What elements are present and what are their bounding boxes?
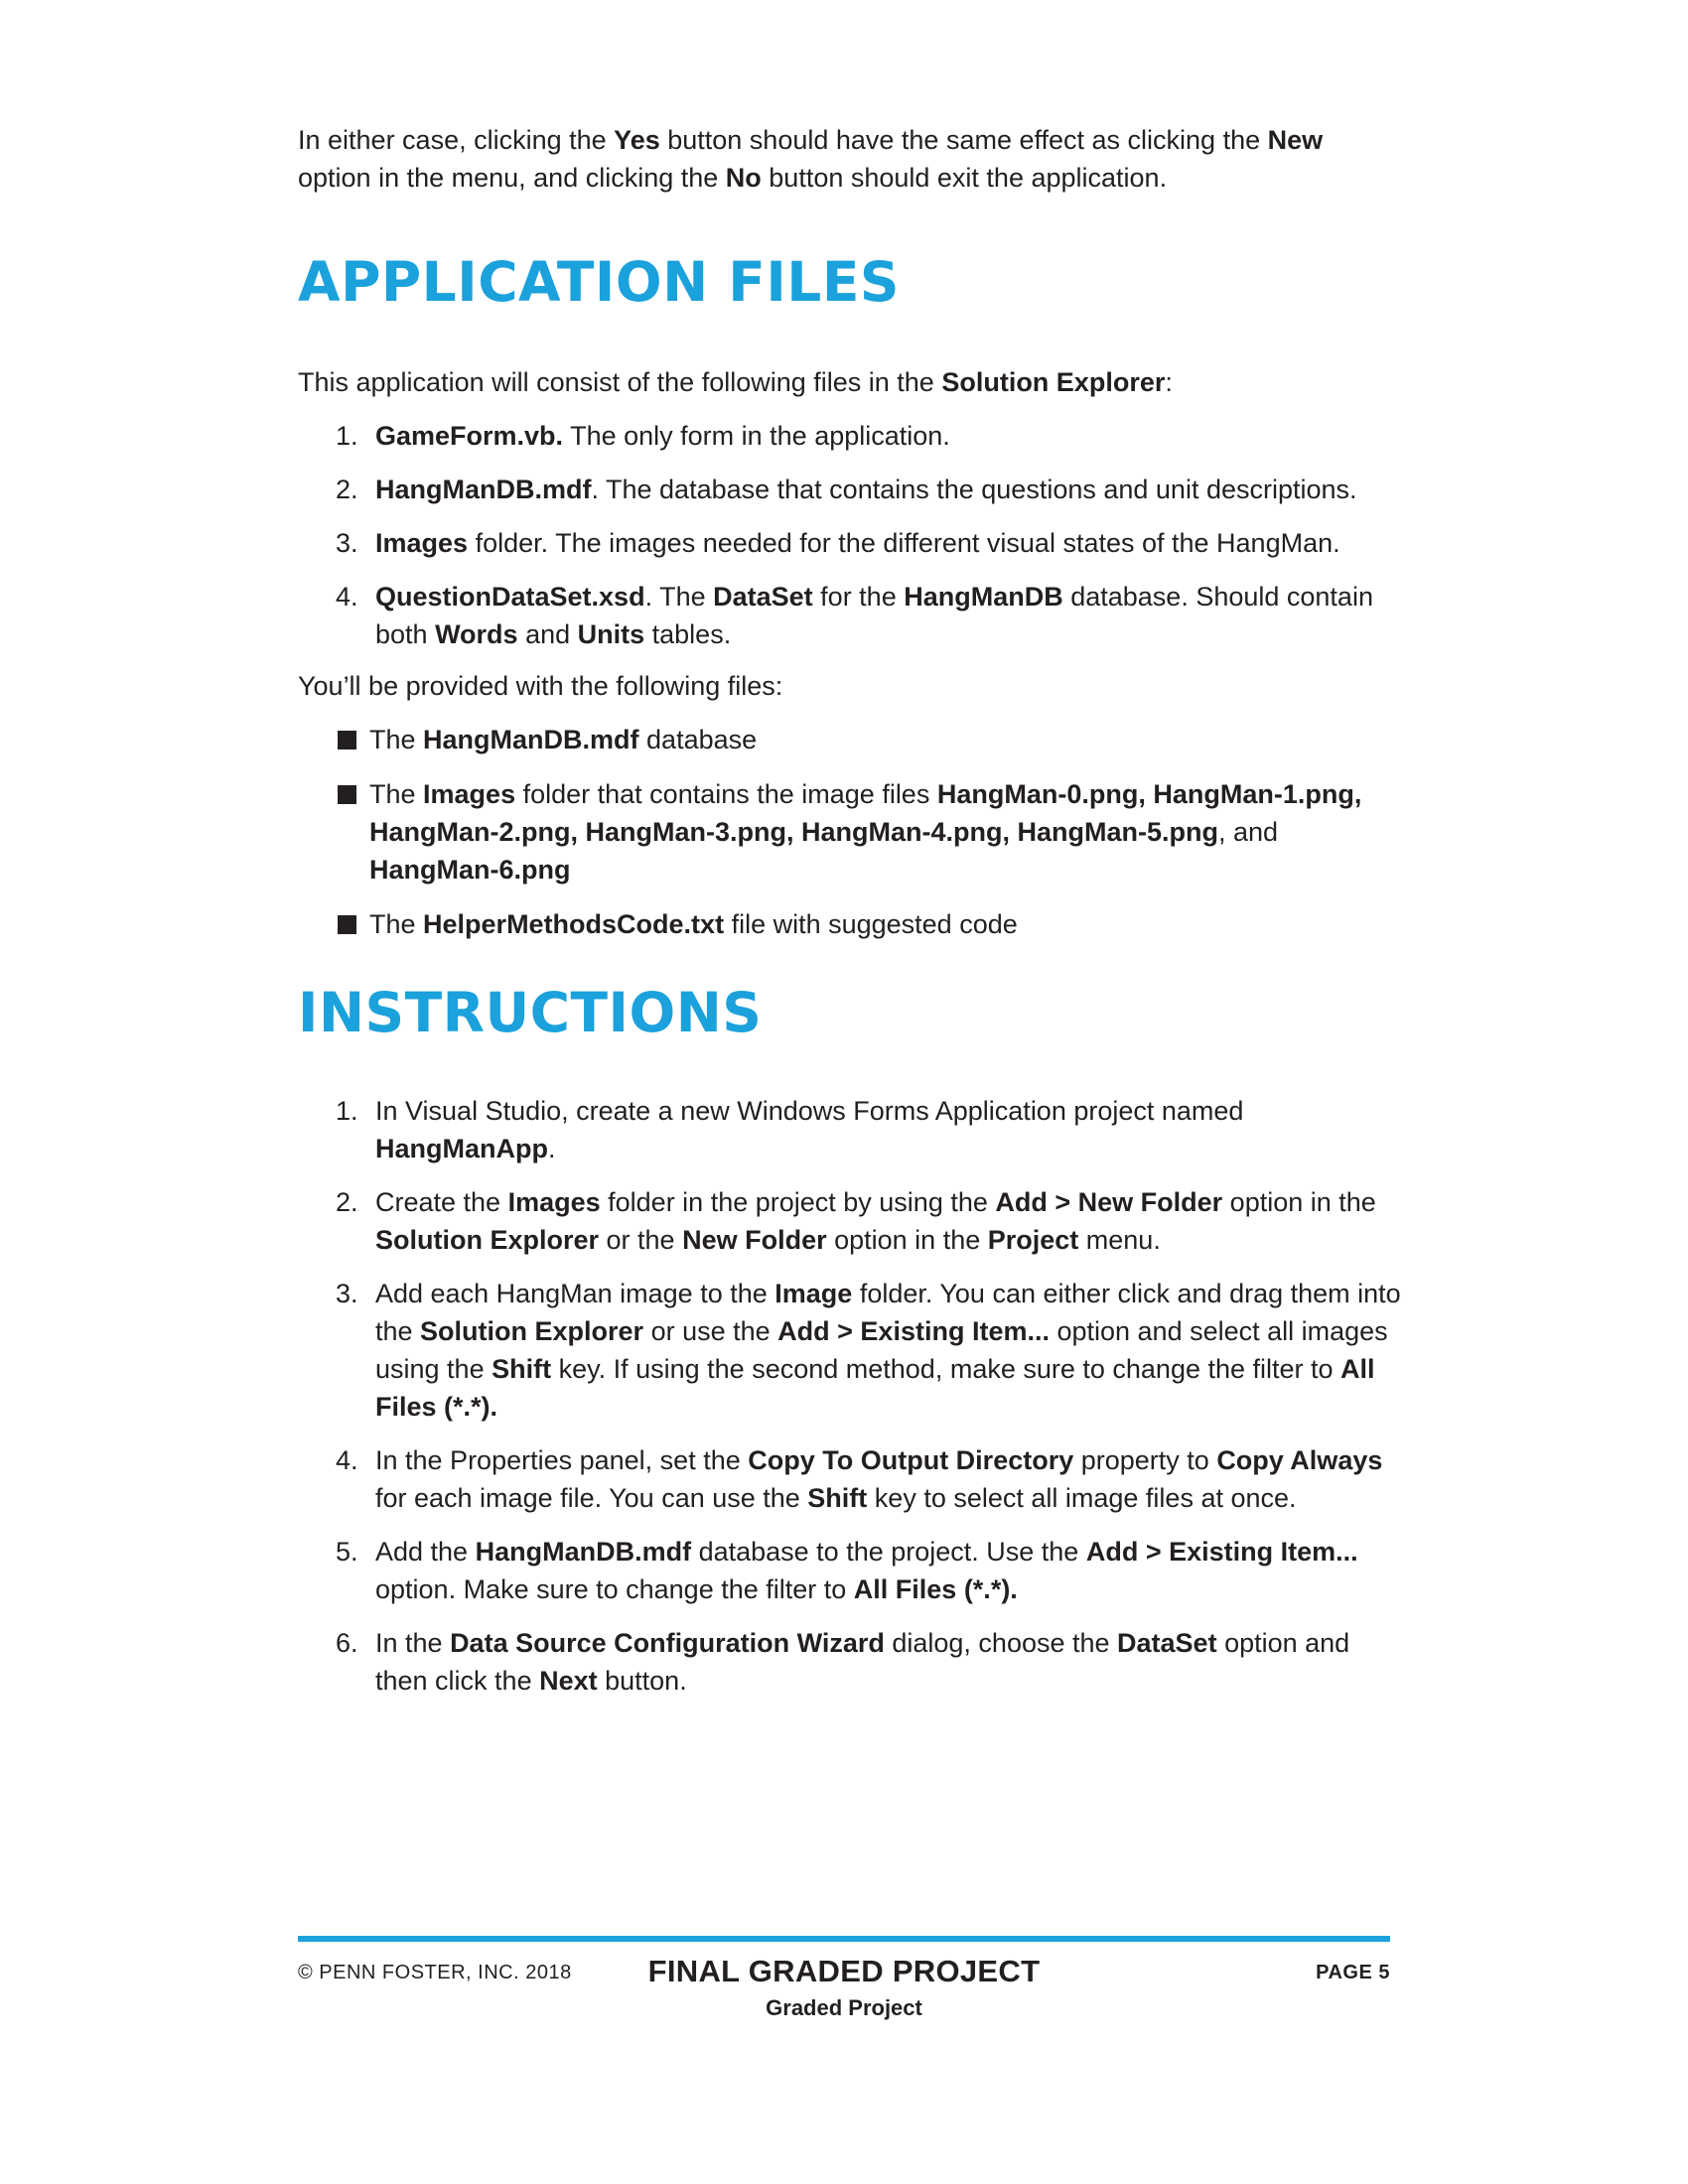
list-item: 3. Images folder. The images needed for the different visual states of the HangMan.: [336, 528, 1340, 558]
provided-files-lead: You’ll be provided with the following files:: [298, 671, 783, 701]
footer-title: FINAL GRADED PROJECT: [647, 1954, 1041, 1988]
application-files-list: [298, 417, 1402, 653]
square-bullet-icon: [338, 731, 356, 750]
application-files-lead: This application will consist of the following files in the Solution Explorer:: [298, 367, 1173, 397]
provided-files-list: [298, 721, 1402, 943]
list-item: The Images folder that contains the image files HangMan-0.png, HangMan-1.png, HangMan-2.png, HangMan-3.png, HangMan-4.png, HangMan-5.png, and HangMan-6.png: [298, 775, 1402, 888]
list-item: 2. HangManDB.mdf. The database that contains the questions and unit descriptions.: [336, 475, 1357, 504]
footer-subtitle: Graded Project: [766, 1995, 922, 2020]
footer-center: [496, 1954, 1192, 2021]
footer-divider: [298, 1936, 1390, 1942]
page-content: [298, 121, 1402, 1715]
square-bullet-icon: [338, 915, 356, 934]
list-item: 5. Add the HangManDB.mdf database to the project. Use the Add > Existing Item... option. Make sure to change the filter to All Files (*.*).: [336, 1537, 1358, 1604]
footer-copyright: © PENN FOSTER, INC. 2018: [298, 1962, 572, 1983]
list-item: 1. GameForm.vb. The only form in the application.: [336, 421, 950, 451]
intro-paragraph: In either case, clicking the Yes button should have the same effect as clicking the New option in the menu, and clicking the No button should exit the application.: [298, 125, 1324, 193]
footer-page-number: PAGE 5: [1316, 1962, 1390, 1983]
list-item: The HangManDB.mdf database: [298, 721, 1402, 758]
square-bullet-icon: [338, 785, 356, 804]
list-item: 3. Add each HangMan image to the Image folder. You can either click and drag them into the Solution Explorer or use the Add > Existing Item... option and select all images using the Shift key. If using the second method, make sure to change the filter to All Files (*.*).: [336, 1279, 1401, 1422]
list-item: 1. In Visual Studio, create a new Windows Forms Application project named HangManApp.: [336, 1096, 1244, 1163]
list-item: 4. In the Properties panel, set the Copy To Output Directory property to Copy Always for each image file. You can use the Shift key to select all image files at once.: [336, 1445, 1383, 1513]
list-item: 2. Create the Images folder in the project by using the Add > New Folder option in the Solution Explorer or the New Folder option in the Project menu.: [336, 1187, 1376, 1255]
list-item: 4. QuestionDataSet.xsd. The DataSet for the HangManDB database. Should contain both Words and Units tables.: [336, 582, 1373, 649]
instructions-list: [298, 1092, 1402, 1700]
instructions-heading: INSTRUCTIONS: [298, 981, 763, 1044]
list-item: 6. In the Data Source Configuration Wizard dialog, choose the DataSet option and then click the Next button.: [336, 1628, 1350, 1696]
application-files-heading: APPLICATION FILES: [298, 250, 901, 314]
list-item: The HelperMethodsCode.txt file with suggested code: [298, 905, 1402, 943]
